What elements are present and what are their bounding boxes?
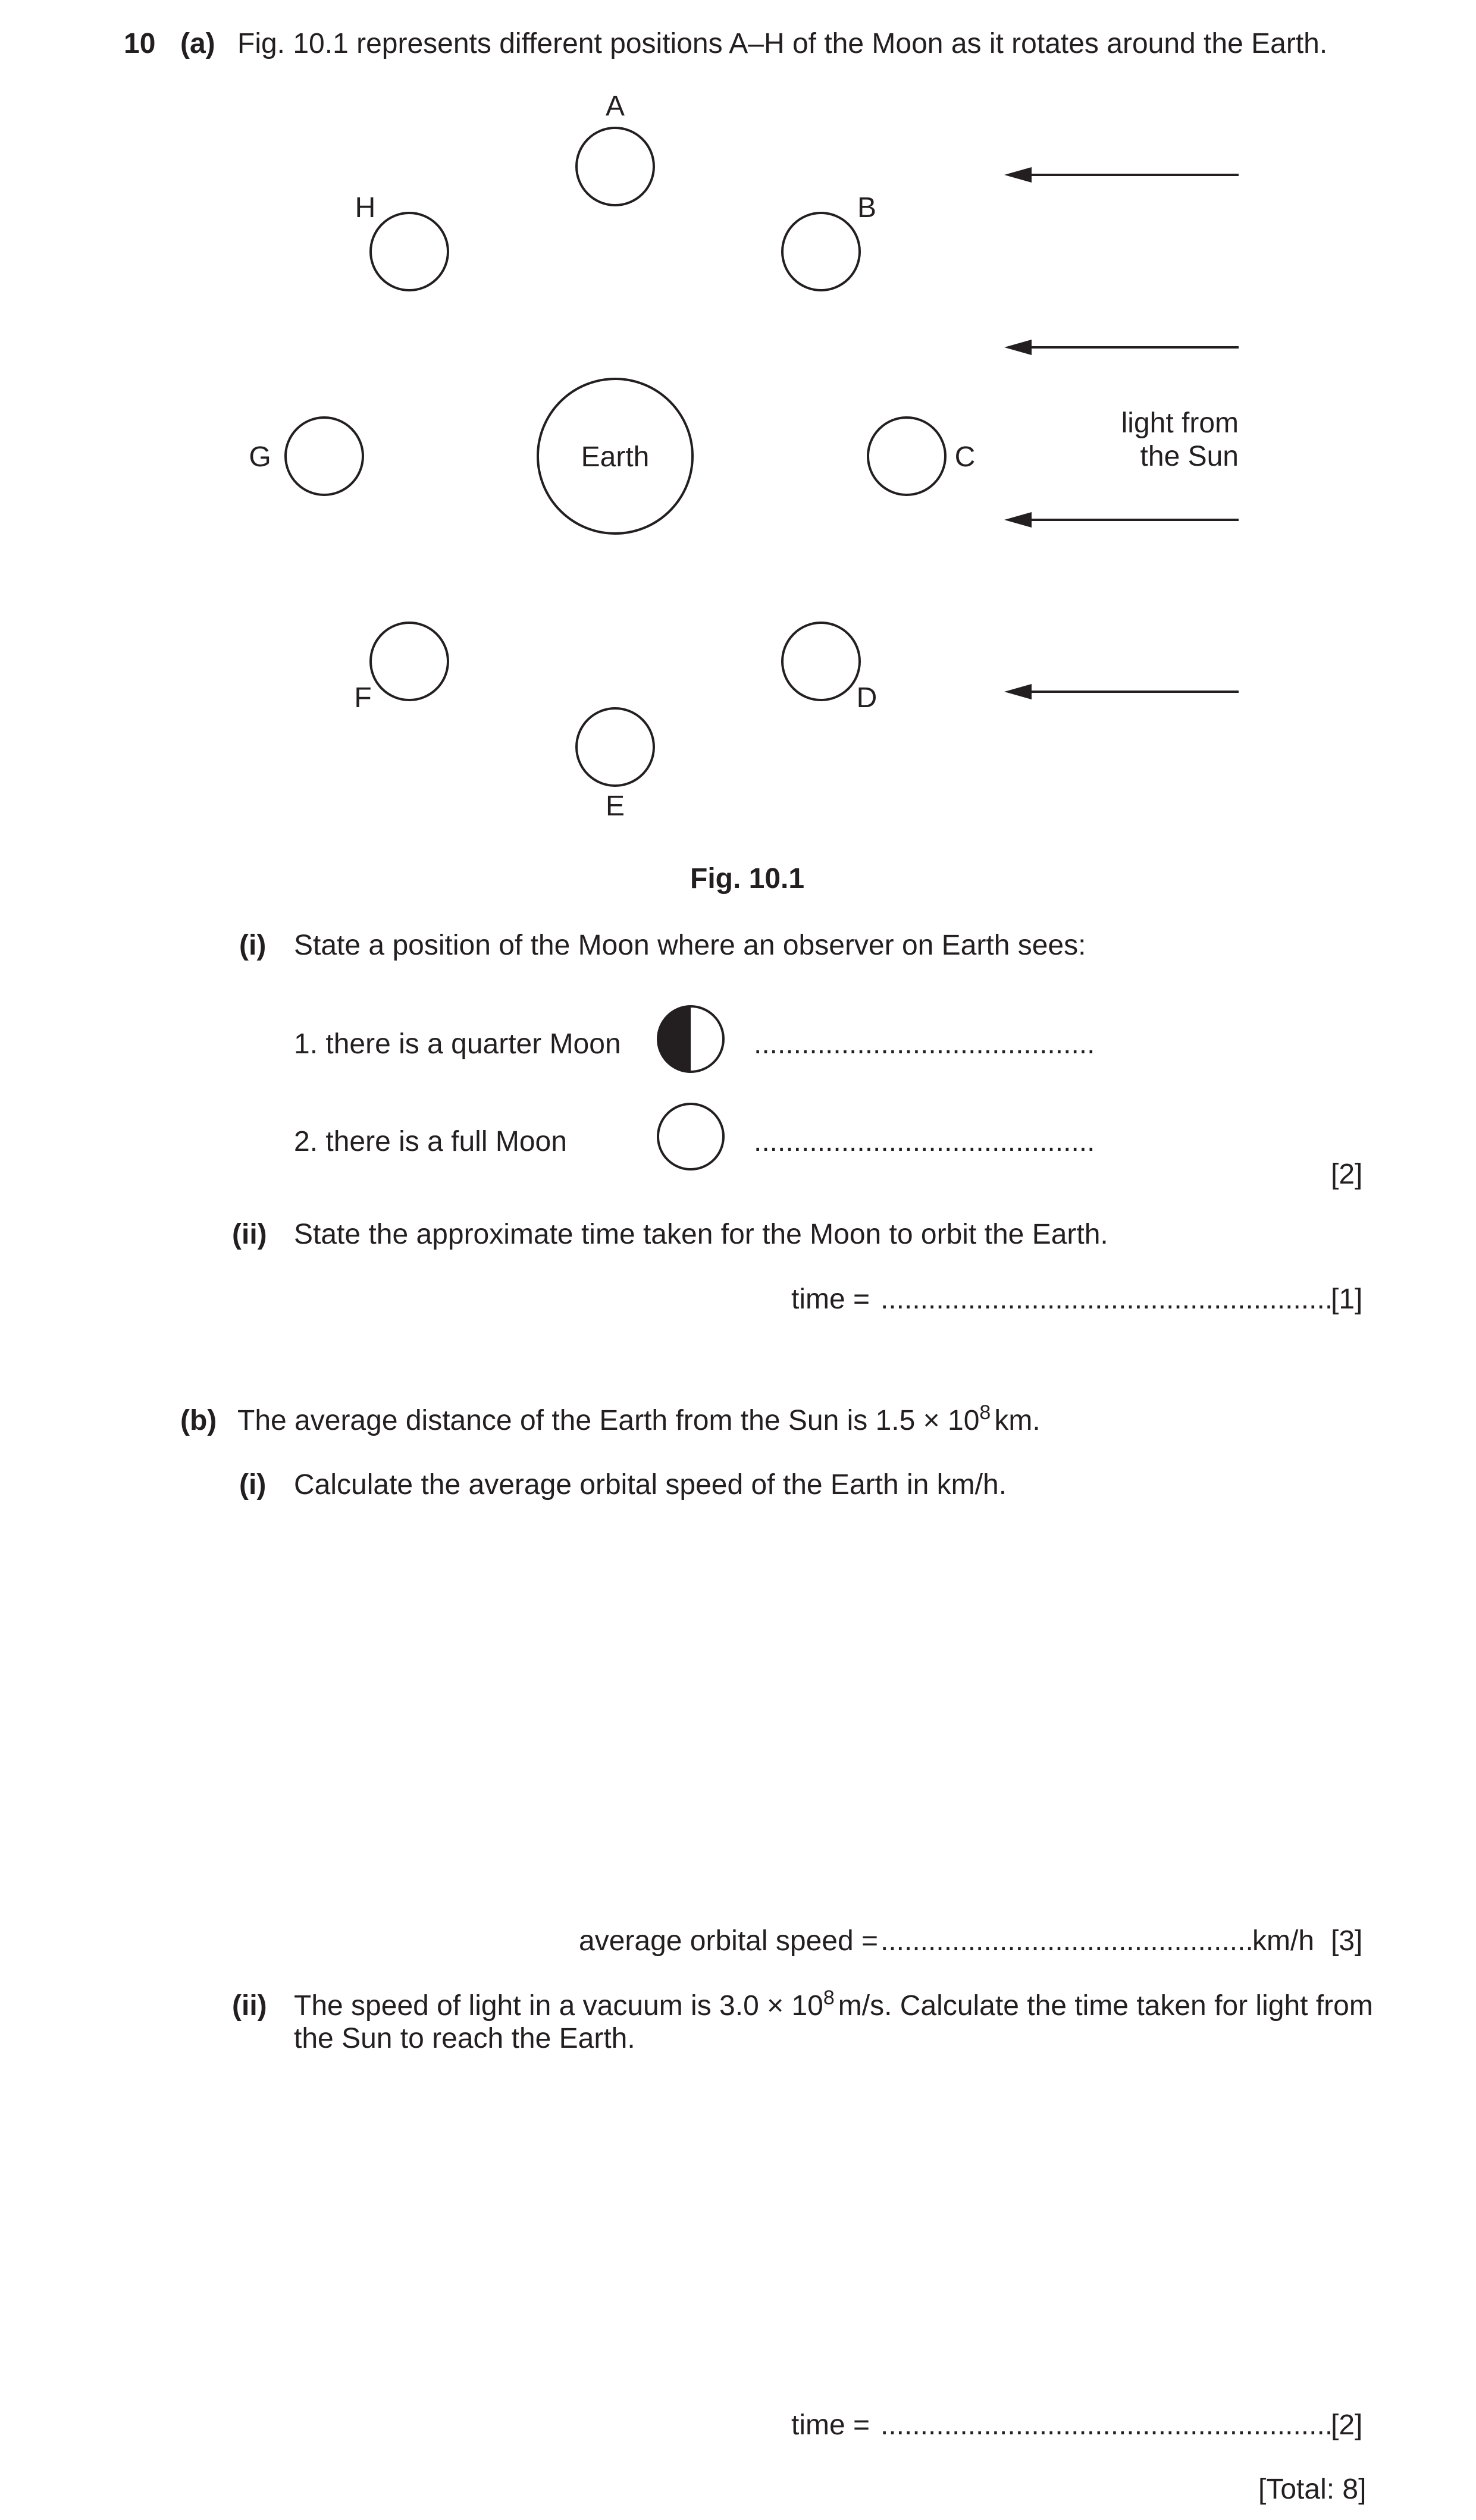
- quarter-moon-icon: [656, 1005, 725, 1074]
- part-b-i-text: Calculate the average orbital speed of the Earth in km/h.: [294, 1469, 1007, 1501]
- part-a-i-label: (i): [239, 930, 267, 961]
- orbital-speed-answer-line[interactable]: ...............................................: [880, 1925, 1253, 1957]
- part-b-label: (b): [180, 1405, 217, 1436]
- moon-position-h: [371, 213, 448, 290]
- moon-orbit-time-label: time =: [791, 1283, 870, 1315]
- quarter-moon-item: 1. there is a quarter Moon: [294, 1028, 621, 1060]
- light-time-answer-line[interactable]: .........................................................: [880, 2409, 1333, 2441]
- quarter-moon-answer-line[interactable]: ...........................................: [754, 1028, 1095, 1060]
- part-b-ii-text-line1: The speed of light in a vacuum is $3.0 \times 10^8$ m/s. Calculate the time taken for light from: [294, 1986, 1373, 2022]
- part-a-i-text: State a position of the Moon where an observer on Earth sees:: [294, 930, 1086, 961]
- part-a-i-marks: [2]: [1331, 1159, 1363, 1190]
- part-b-intro: The average distance of the Earth from the Sun is $1.5 \times 10^8$ km.: [237, 1401, 1041, 1436]
- moon-position-b: [782, 213, 860, 290]
- moon-label-g: G: [249, 441, 271, 473]
- figure-caption: Fig. 10.1: [690, 863, 805, 895]
- part-b-ii-label: (ii): [232, 1990, 267, 2022]
- moon-position-d: [782, 623, 860, 700]
- moon-label-c: C: [954, 441, 976, 473]
- moon-label-h: H: [355, 192, 376, 224]
- sunlight-arrowhead-1: [1004, 167, 1032, 183]
- part-a-ii-marks: [1]: [1331, 1283, 1363, 1315]
- question-number: 10: [124, 28, 156, 59]
- full-moon-item: 2. there is a full Moon: [294, 1126, 567, 1157]
- moon-label-a: A: [605, 90, 625, 122]
- moon-label-f: F: [354, 682, 372, 714]
- moon-label-d: D: [856, 682, 878, 714]
- moon-label-b: B: [857, 192, 877, 224]
- part-a-ii-label: (ii): [232, 1219, 267, 1250]
- full-moon-answer-line[interactable]: ...........................................: [754, 1126, 1095, 1157]
- part-a-label: (a): [180, 28, 215, 59]
- moon-orbit-figure: [0, 0, 1476, 904]
- moon-position-f: [371, 623, 448, 700]
- moon-orbit-time-answer-line[interactable]: .........................................................: [880, 1283, 1333, 1315]
- part-b-i-label: (i): [239, 1469, 267, 1501]
- sun-label-line2: the Sun: [1140, 441, 1239, 472]
- part-b-ii-marks: [2]: [1331, 2409, 1363, 2441]
- orbital-speed-unit: km/h: [1252, 1925, 1315, 1957]
- moon-position-a: [576, 128, 654, 205]
- earth-label: Earth: [581, 441, 650, 473]
- sun-label-line1: light from: [1121, 407, 1239, 439]
- moon-label-e: E: [605, 790, 625, 822]
- full-moon-icon: [656, 1102, 725, 1171]
- sunlight-arrowhead-4: [1004, 684, 1032, 699]
- part-a-ii-text: State the approximate time taken for the Moon to orbit the Earth.: [294, 1219, 1108, 1250]
- light-time-label: time =: [791, 2409, 870, 2441]
- moon-position-c: [868, 418, 945, 495]
- moon-position-e: [576, 708, 654, 786]
- part-a-intro: Fig. 10.1 represents different positions A–H of the Moon as it rotates around the Earth.: [237, 28, 1328, 59]
- orbital-speed-label: average orbital speed =: [579, 1925, 879, 1957]
- sunlight-arrowhead-3: [1004, 512, 1032, 528]
- part-b-i-marks: [3]: [1331, 1925, 1363, 1957]
- moon-position-g: [286, 418, 363, 495]
- part-b-ii-text-line2: the Sun to reach the Earth.: [294, 2023, 635, 2054]
- sunlight-arrowhead-2: [1004, 340, 1032, 355]
- total-marks: [Total: 8]: [1258, 2474, 1367, 2505]
